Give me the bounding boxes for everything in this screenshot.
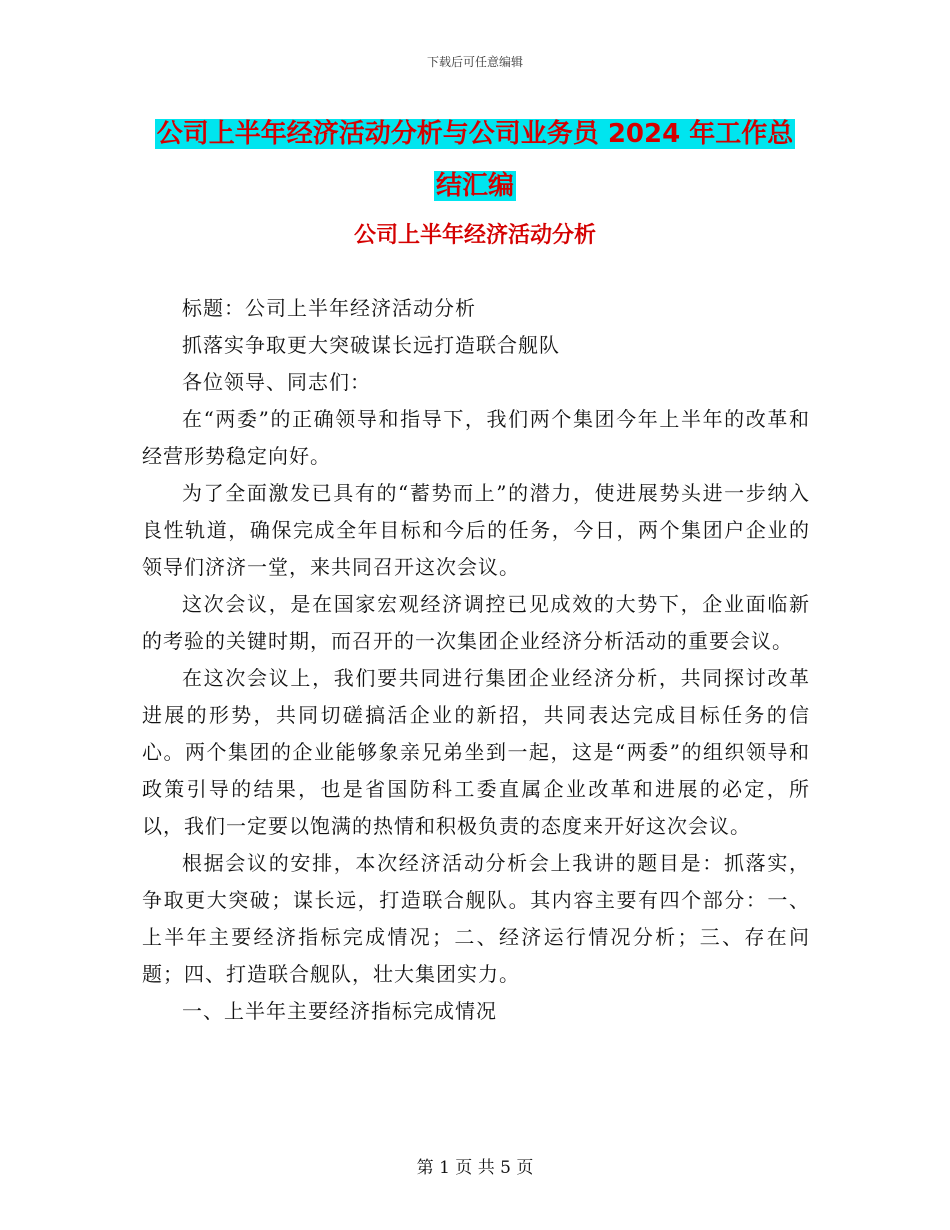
header-note: 下载后可任意编辑 xyxy=(426,55,523,69)
paragraph: 在这次会议上，我们要共同进行集团企业经济分析，共同探讨改革进展的形势，共同切磋搞活企业的新招，共同表达完成目标任务的信心。两个集团的企业能够象亲兄弟坐到一起，这是“两委”的组织领导和政策引导的结果，也是省国防科工委直属企业改革和进展的必定，所以，我们一定要以饱满的热情和积极负责的态度来开好这次会议。 xyxy=(142,666,810,838)
document-title-line-2 xyxy=(0,160,950,212)
body-text xyxy=(142,290,810,1030)
document-title-line-1 xyxy=(0,108,950,160)
paragraph: 这次会议，是在国家宏观经济调控已见成效的大势下，企业面临新的考验的关键时期，而召开的一次集团企业经济分析活动的重要会议。 xyxy=(142,592,810,653)
section-title: 公司上半年经济活动分析 xyxy=(353,223,596,248)
paragraph: 根据会议的安排，本次经济活动分析会上我讲的题目是：抓落实，争取更大突破；谋长远，打造联合舰队。其内容主要有四个部分：一、上半年主要经济指标完成情况；二、经济运行情况分析；三、存在问题；四、打造联合舰队，壮大集团实力。 xyxy=(142,851,810,986)
paragraph: 抓落实争取更大突破谋长远打造联合舰队 xyxy=(182,333,560,357)
paragraph: 在“两委”的正确领导和指导下，我们两个集团今年上半年的改革和经营形势稳定向好。 xyxy=(142,407,810,468)
paragraph: 标题：公司上半年经济活动分析 xyxy=(182,296,476,320)
title-line-1-text: 公司上半年经济活动分析与公司业务员 2024 年工作总 xyxy=(156,119,794,149)
paragraph: 一、上半年主要经济指标完成情况 xyxy=(182,999,497,1023)
document-title xyxy=(0,108,950,212)
paragraph: 各位领导、同志们： xyxy=(182,370,371,394)
title-line-2-text: 结汇编 xyxy=(435,171,514,201)
page-number-footer: 第 1 页 共 5 页 xyxy=(416,1158,534,1178)
paragraph: 为了全面激发已具有的“蓄势而上”的潜力，使进展势头进一步纳入良性轨道，确保完成全年目标和今后的任务，今日，两个集团户企业的领导们济济一堂，来共同召开这次会议。 xyxy=(142,481,810,579)
